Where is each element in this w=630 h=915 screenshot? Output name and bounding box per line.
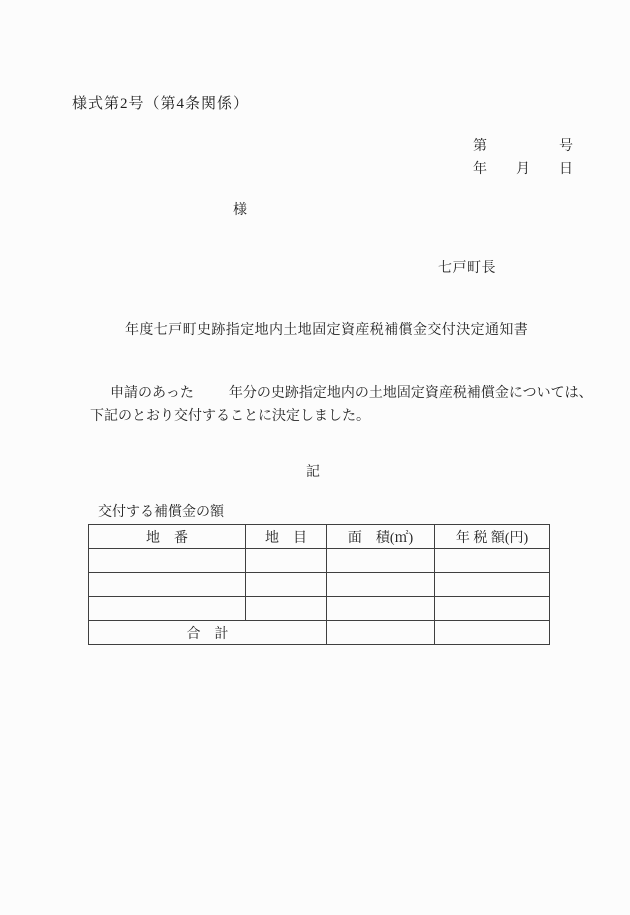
cell-area	[327, 573, 435, 597]
cell-lot-number	[89, 549, 246, 573]
header-annual-tax: 年 税 額(円)	[435, 525, 550, 549]
cell-area	[327, 549, 435, 573]
table-total-row	[89, 621, 550, 645]
cell-annual-tax	[435, 597, 550, 621]
total-area	[327, 621, 435, 645]
body-line-2: 下記のとおり交付することに決定しました。	[90, 409, 370, 424]
table-row	[89, 549, 550, 573]
compensation-table	[88, 524, 550, 645]
cell-annual-tax	[435, 549, 550, 573]
record-mark: 記	[306, 465, 320, 480]
month-label: 月	[516, 162, 530, 177]
year-label: 年	[473, 162, 487, 177]
document-title: 年度七戸町史跡指定地内土地固定資産税補償金交付決定通知書	[125, 323, 529, 338]
body-line1-rest: 年分の史跡指定地内の土地固定資産税補償金については、	[228, 386, 593, 401]
document-number-suffix: 号	[559, 139, 573, 154]
document-number-prefix: 第	[473, 139, 487, 154]
body-paragraph	[90, 382, 593, 428]
cell-land-category	[246, 549, 327, 573]
cell-lot-number	[89, 597, 246, 621]
cell-lot-number	[89, 573, 246, 597]
document-number-line	[473, 139, 573, 154]
cell-land-category	[246, 597, 327, 621]
form-number: 様式第2号（第4条関係）	[72, 96, 250, 112]
table-row	[89, 573, 550, 597]
header-area: 面 積(㎡)	[327, 525, 435, 549]
total-label: 合 計	[89, 621, 327, 645]
date-line	[473, 162, 573, 177]
cell-land-category	[246, 573, 327, 597]
table-caption: 交付する補償金の額	[98, 505, 224, 520]
cell-annual-tax	[435, 573, 550, 597]
addressee-honorific: 様	[233, 203, 247, 218]
table-header-row	[89, 525, 550, 549]
day-label: 日	[559, 162, 573, 177]
table-row	[89, 597, 550, 621]
header-lot-number: 地 番	[89, 525, 246, 549]
total-annual-tax	[435, 621, 550, 645]
body-line-1	[90, 382, 593, 405]
body-line1-lead: 申請のあった	[110, 386, 194, 401]
header-land-category: 地 目	[246, 525, 327, 549]
sender-title: 七戸町長	[438, 261, 496, 276]
cell-area	[327, 597, 435, 621]
